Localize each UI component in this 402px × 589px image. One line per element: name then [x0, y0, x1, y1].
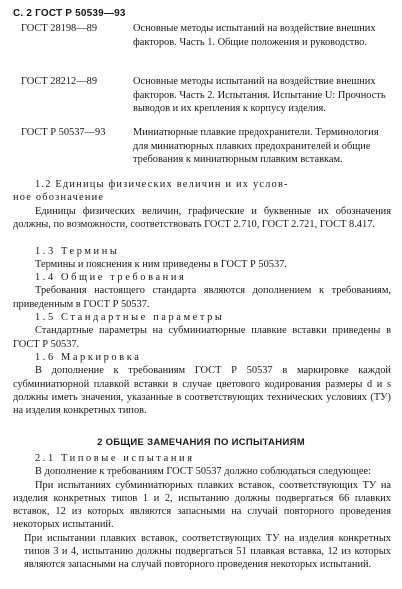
reference-code: ГОСТ 28212—89: [21, 76, 98, 87]
section-text: При испытании плавких вставок, соответствующих ТУ на изделия конкретных типов 3 и 4, испытанию должны подвергаться 51 плавкая вставка, 12 из которых являются запасными на случай повторного проведения некоторых испытаний.: [24, 532, 391, 571]
section-heading-cont: ное обозначение: [13, 192, 105, 204]
section-text: В дополнение к требованиям ГОСТ Р 50537 в маркировке каждой субминиатюрной плавкой вставки в случае цветового кодирования размеры d и s должны иметь значения, указанные в соответствующих технических условиях (ТУ) на изделия конкретных типов.: [13, 365, 391, 417]
section-1-6: [13, 351, 391, 417]
section-text: Термины и пояснения к ним приведены в ГОСТ Р 50537.: [35, 259, 287, 271]
section-2-1: [13, 452, 391, 572]
section-1-4: [13, 271, 391, 311]
section-heading: 1.2 Единицы физических величин и их услов-: [35, 179, 289, 190]
page-header: С. 2 ГОСТ Р 50539—93: [13, 8, 126, 19]
section-2-title: 2 ОБЩИЕ ЗАМЕЧАНИЯ ПО ИСПЫТАНИЯМ: [97, 437, 305, 448]
section-1-3: [13, 245, 391, 272]
section-1-5: [13, 311, 391, 351]
section-text: При испытаниях субминиатюрных плавких вставок, соответствующих ТУ на изделия конкретных типов 1 и 2, испытанию должны подвергаться 66 плавких вставок, 12 из которых являются запасными на случай повторного проведения некоторых испытаний.: [13, 479, 391, 531]
section-text: Стандартные параметры на субминиатюрные плавкие вставки приведены в ГОСТ Р 50537.: [13, 325, 391, 350]
section-1-2: [13, 178, 391, 231]
section-heading: 2.1 Типовые испытания: [35, 453, 195, 464]
section-heading: 1.6 Маркировка: [35, 352, 142, 363]
reference-code: ГОСТ Р 50537—93: [21, 127, 106, 138]
section-text: Требования настоящего стандарта являются дополнением к требованиям, приведенным в ГОСТ Р 50537.: [13, 285, 391, 310]
section-heading: 1.5 Стандартные параметры: [35, 312, 225, 323]
reference-description: Основные методы испытаний на воздействие внешних факторов. Часть 2. Испытания. Испытание U: Прочность выводов и их крепления к корпусу изделия.: [133, 76, 386, 114]
reference-code: ГОСТ 28198—89: [21, 23, 98, 34]
section-text: В дополнение к требованиям ГОСТ 50537 должно соблюдаться следующее:: [35, 466, 372, 478]
reference-description: Миниатюрные плавкие предохранители. Терминология для миниатюрных плавких предохранителей и общие требования к миниатюрным плавким вставкам.: [133, 127, 379, 165]
reference-description: Основные методы испытаний на воздействие внешних факторов. Часть 1. Общие положения и руководство.: [133, 23, 376, 48]
section-heading: 1.4 Общие требования: [35, 272, 187, 283]
section-heading: 1.3 Термины: [35, 246, 120, 257]
section-text: Единицы физических величин, графические и буквенные их обозначения должны, по возможности, соответствовать ГОСТ 2.710, ГОСТ 2.721, ГОСТ 8.417.: [13, 205, 391, 230]
